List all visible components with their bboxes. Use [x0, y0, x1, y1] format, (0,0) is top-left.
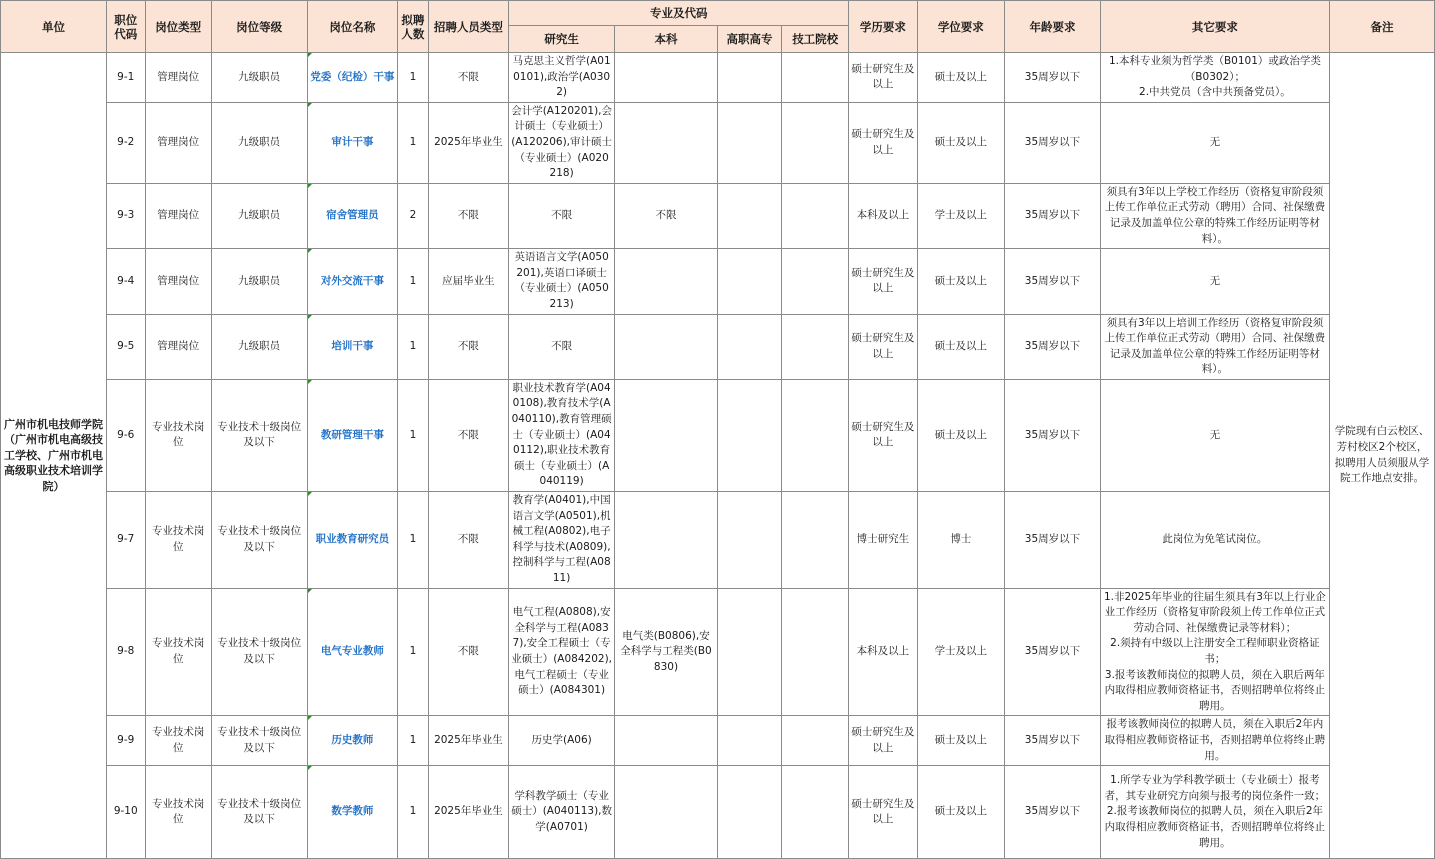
major-ug [615, 53, 718, 103]
major-tech [782, 766, 849, 859]
header-post-level: 岗位等级 [211, 1, 307, 53]
headcount: 1 [398, 249, 429, 314]
headcount: 1 [398, 588, 429, 716]
post-level: 专业技术十级岗位及以下 [211, 379, 307, 491]
header-post-type: 岗位类型 [145, 1, 211, 53]
requirement-line: 报考该教师岗位的拟聘人员，须在入职后2年内取得相应教师资格证书，否则招聘单位将终止聘用。 [1104, 718, 1326, 762]
requirement-line: 1.非2025年毕业的往届生须具有3年以上行业企业工作经历（资格复审阶段须上传工作单位正式劳动合同、社保缴费记录等材料）； [1103, 590, 1326, 634]
age-req: 35周岁以下 [1005, 379, 1101, 491]
table-row [1, 102, 1435, 183]
post-level: 九级职员 [211, 183, 307, 248]
header-major-grad: 研究生 [509, 26, 615, 53]
other-requirements [1100, 379, 1329, 491]
major-vocational [717, 766, 781, 859]
post-code: 9-5 [106, 314, 145, 379]
header-education: 学历要求 [849, 1, 917, 53]
age-req: 35周岁以下 [1005, 53, 1101, 103]
table-row [1, 492, 1435, 589]
requirement-line: 此岗位为免笔试岗位。 [1162, 533, 1268, 546]
education-req: 博士研究生 [849, 492, 917, 589]
post-name: 职业教育研究员 [307, 492, 398, 589]
education-req: 硕士研究生及以上 [849, 102, 917, 183]
major-vocational [717, 314, 781, 379]
education-req: 硕士研究生及以上 [849, 766, 917, 859]
other-requirements [1100, 53, 1329, 103]
major-grad: 英语语言文学(A050201),英语口译硕士（专业硕士）(A050213) [509, 249, 615, 314]
headcount: 2 [398, 183, 429, 248]
other-requirements [1100, 716, 1329, 766]
major-ug [615, 249, 718, 314]
degree-req: 学士及以上 [917, 588, 1005, 716]
major-vocational [717, 249, 781, 314]
post-code: 9-10 [106, 766, 145, 859]
age-req: 35周岁以下 [1005, 766, 1101, 859]
degree-req: 博士 [917, 492, 1005, 589]
major-ug: 不限 [615, 183, 718, 248]
table-row [1, 379, 1435, 491]
recruit-type: 不限 [428, 314, 508, 379]
other-requirements [1100, 766, 1329, 859]
requirement-line: 1.本科专业须为哲学类（B0101）或政治学类（B0302）； [1108, 55, 1321, 83]
major-grad: 教育学(A0401),中国语言文学(A0501),机械工程(A0802),电子科学与技术(A0809),控制科学与工程(A0811) [509, 492, 615, 589]
major-tech [782, 102, 849, 183]
table-body [1, 53, 1435, 859]
degree-req: 硕士及以上 [917, 766, 1005, 859]
degree-req: 学士及以上 [917, 183, 1005, 248]
headcount: 1 [398, 314, 429, 379]
major-grad: 马克思主义哲学(A010101),政治学(A0302) [509, 53, 615, 103]
major-vocational [717, 102, 781, 183]
header-unit: 单位 [1, 1, 107, 53]
degree-req: 硕士及以上 [917, 379, 1005, 491]
post-name: 培训干事 [307, 314, 398, 379]
education-req: 硕士研究生及以上 [849, 249, 917, 314]
table-row [1, 183, 1435, 248]
major-grad: 不限 [509, 183, 615, 248]
major-ug [615, 766, 718, 859]
recruit-type: 2025年毕业生 [428, 102, 508, 183]
recruit-type: 不限 [428, 53, 508, 103]
post-level: 专业技术十级岗位及以下 [211, 716, 307, 766]
other-requirements [1100, 249, 1329, 314]
recruit-type: 2025年毕业生 [428, 766, 508, 859]
post-name: 党委（纪检）干事 [307, 53, 398, 103]
degree-req: 硕士及以上 [917, 249, 1005, 314]
headcount: 1 [398, 53, 429, 103]
post-level: 九级职员 [211, 314, 307, 379]
headcount: 1 [398, 379, 429, 491]
degree-req: 硕士及以上 [917, 716, 1005, 766]
table-row [1, 716, 1435, 766]
header-count: 拟聘人数 [398, 1, 429, 53]
major-grad: 不限 [509, 314, 615, 379]
post-type: 专业技术岗位 [145, 492, 211, 589]
major-tech [782, 314, 849, 379]
header-age: 年龄要求 [1005, 1, 1101, 53]
education-req: 硕士研究生及以上 [849, 716, 917, 766]
post-type: 管理岗位 [145, 102, 211, 183]
headcount: 1 [398, 766, 429, 859]
major-tech [782, 53, 849, 103]
post-name: 审计干事 [307, 102, 398, 183]
major-vocational [717, 53, 781, 103]
requirement-line: 无 [1209, 274, 1221, 287]
major-grad: 会计学(A120201),会计硕士（专业硕士）(A120206),审计硕士（专业硕士）(A020218) [509, 102, 615, 183]
post-name: 教研管理干事 [307, 379, 398, 491]
headcount: 1 [398, 716, 429, 766]
recruit-type: 不限 [428, 183, 508, 248]
post-type: 管理岗位 [145, 53, 211, 103]
unit-name: 广州市机电技师学院（广州市机电高级技工学校、广州市机电高级职业技术培训学院） [1, 53, 107, 859]
major-grad: 历史学(A06) [509, 716, 615, 766]
post-level: 九级职员 [211, 249, 307, 314]
requirement-line: 2.报考该教师岗位的拟聘人员，须在入职后2年内取得相应教师资格证书，否则招聘单位将终止聘用。 [1104, 805, 1326, 849]
requirement-line: 1.所学专业为学科教学硕士（专业硕士）报考者，其专业研究方向须与报考的岗位条件一致； [1104, 774, 1326, 802]
age-req: 35周岁以下 [1005, 102, 1101, 183]
major-ug [615, 314, 718, 379]
major-tech [782, 716, 849, 766]
major-vocational [717, 492, 781, 589]
major-ug [615, 492, 718, 589]
header-major-tech: 技工院校 [782, 26, 849, 53]
recruit-type: 2025年毕业生 [428, 716, 508, 766]
requirement-line: 须具有3年以上培训工作经历（资格复审阶段须上传工作单位正式劳动（聘用）合同、社保缴费记录及加盖单位公章的特殊工作经历证明等材料）。 [1104, 316, 1326, 376]
age-req: 35周岁以下 [1005, 492, 1101, 589]
major-grad: 电气工程(A0808),安全科学与工程(A0837),安全工程硕士（专业硕士）(A084202),电气工程硕士（专业硕士）(A084301) [509, 588, 615, 716]
post-name: 对外交流干事 [307, 249, 398, 314]
requirement-line: 2.须持有中级以上注册安全工程师职业资格证书； [1110, 637, 1320, 665]
requirement-line: 须具有3年以上学校工作经历（资格复审阶段须上传工作单位正式劳动（聘用）合同、社保缴费记录及加盖单位公章的特殊工作经历证明等材料）。 [1104, 185, 1326, 245]
post-level: 九级职员 [211, 53, 307, 103]
major-tech [782, 492, 849, 589]
header-major-vocational: 高职高专 [717, 26, 781, 53]
education-req: 硕士研究生及以上 [849, 314, 917, 379]
post-type: 专业技术岗位 [145, 766, 211, 859]
age-req: 35周岁以下 [1005, 249, 1101, 314]
post-level: 专业技术十级岗位及以下 [211, 588, 307, 716]
education-req: 本科及以上 [849, 588, 917, 716]
post-name: 历史教师 [307, 716, 398, 766]
table-row [1, 588, 1435, 716]
major-grad: 职业技术教育学(A040108),教育技术学(A040110),教育管理硕士（专业硕士）(A040112),职业技术教育硕士（专业硕士）(A040119) [509, 379, 615, 491]
age-req: 35周岁以下 [1005, 183, 1101, 248]
degree-req: 硕士及以上 [917, 53, 1005, 103]
age-req: 35周岁以下 [1005, 314, 1101, 379]
post-type: 专业技术岗位 [145, 716, 211, 766]
other-requirements [1100, 183, 1329, 248]
major-vocational [717, 716, 781, 766]
major-ug [615, 379, 718, 491]
header-major-group: 专业及代码 [509, 1, 849, 26]
recruit-type: 不限 [428, 492, 508, 589]
header-other: 其它要求 [1100, 1, 1329, 53]
post-code: 9-2 [106, 102, 145, 183]
post-type: 管理岗位 [145, 314, 211, 379]
degree-req: 硕士及以上 [917, 102, 1005, 183]
major-ug: 电气类(B0806),安全科学与工程类(B0830) [615, 588, 718, 716]
major-tech [782, 379, 849, 491]
headcount: 1 [398, 492, 429, 589]
table-row [1, 249, 1435, 314]
headcount: 1 [398, 102, 429, 183]
major-grad: 学科教学硕士（专业硕士）(A040113),数学(A0701) [509, 766, 615, 859]
header-major-ug: 本科 [615, 26, 718, 53]
education-req: 硕士研究生及以上 [849, 53, 917, 103]
major-ug [615, 716, 718, 766]
age-req: 35周岁以下 [1005, 716, 1101, 766]
table-row [1, 766, 1435, 859]
table-row [1, 314, 1435, 379]
other-requirements [1100, 314, 1329, 379]
post-code: 9-1 [106, 53, 145, 103]
header-recruit-type: 招聘人员类型 [428, 1, 508, 53]
post-type: 管理岗位 [145, 249, 211, 314]
age-req: 35周岁以下 [1005, 588, 1101, 716]
post-type: 管理岗位 [145, 183, 211, 248]
recruit-type: 应届毕业生 [428, 249, 508, 314]
header-note: 备注 [1329, 1, 1434, 53]
major-tech [782, 588, 849, 716]
degree-req: 硕士及以上 [917, 314, 1005, 379]
post-code: 9-6 [106, 379, 145, 491]
major-tech [782, 183, 849, 248]
header-code: 职位代码 [106, 1, 145, 53]
post-type: 专业技术岗位 [145, 379, 211, 491]
post-code: 9-3 [106, 183, 145, 248]
requirement-line: 无 [1209, 135, 1221, 148]
header-degree: 学位要求 [917, 1, 1005, 53]
requirement-line: 2.中共党员（含中共预备党员）。 [1139, 86, 1291, 99]
post-type: 专业技术岗位 [145, 588, 211, 716]
post-level: 九级职员 [211, 102, 307, 183]
post-code: 9-8 [106, 588, 145, 716]
post-code: 9-9 [106, 716, 145, 766]
post-level: 专业技术十级岗位及以下 [211, 492, 307, 589]
other-requirements [1100, 492, 1329, 589]
table-row [1, 53, 1435, 103]
remarks-note: 学院现有白云校区、芳村校区2个校区，拟聘用人员须服从学院工作地点安排。 [1329, 53, 1434, 859]
other-requirements [1100, 588, 1329, 716]
post-name: 宿舍管理员 [307, 183, 398, 248]
education-req: 硕士研究生及以上 [849, 379, 917, 491]
major-ug [615, 102, 718, 183]
education-req: 本科及以上 [849, 183, 917, 248]
post-code: 9-4 [106, 249, 145, 314]
major-vocational [717, 379, 781, 491]
header-post-name: 岗位名称 [307, 1, 398, 53]
recruit-type: 不限 [428, 588, 508, 716]
requirement-line: 3.报考该教师岗位的拟聘人员，须在入职后两年内取得相应教师资格证书，否则招聘单位将终止聘用。 [1104, 668, 1326, 712]
major-vocational [717, 588, 781, 716]
post-code: 9-7 [106, 492, 145, 589]
major-vocational [717, 183, 781, 248]
table-header [1, 1, 1435, 53]
post-level: 专业技术十级岗位及以下 [211, 766, 307, 859]
post-name: 电气专业教师 [307, 588, 398, 716]
other-requirements [1100, 102, 1329, 183]
recruit-type: 不限 [428, 379, 508, 491]
requirement-line: 无 [1209, 428, 1221, 441]
post-name: 数学教师 [307, 766, 398, 859]
major-tech [782, 249, 849, 314]
